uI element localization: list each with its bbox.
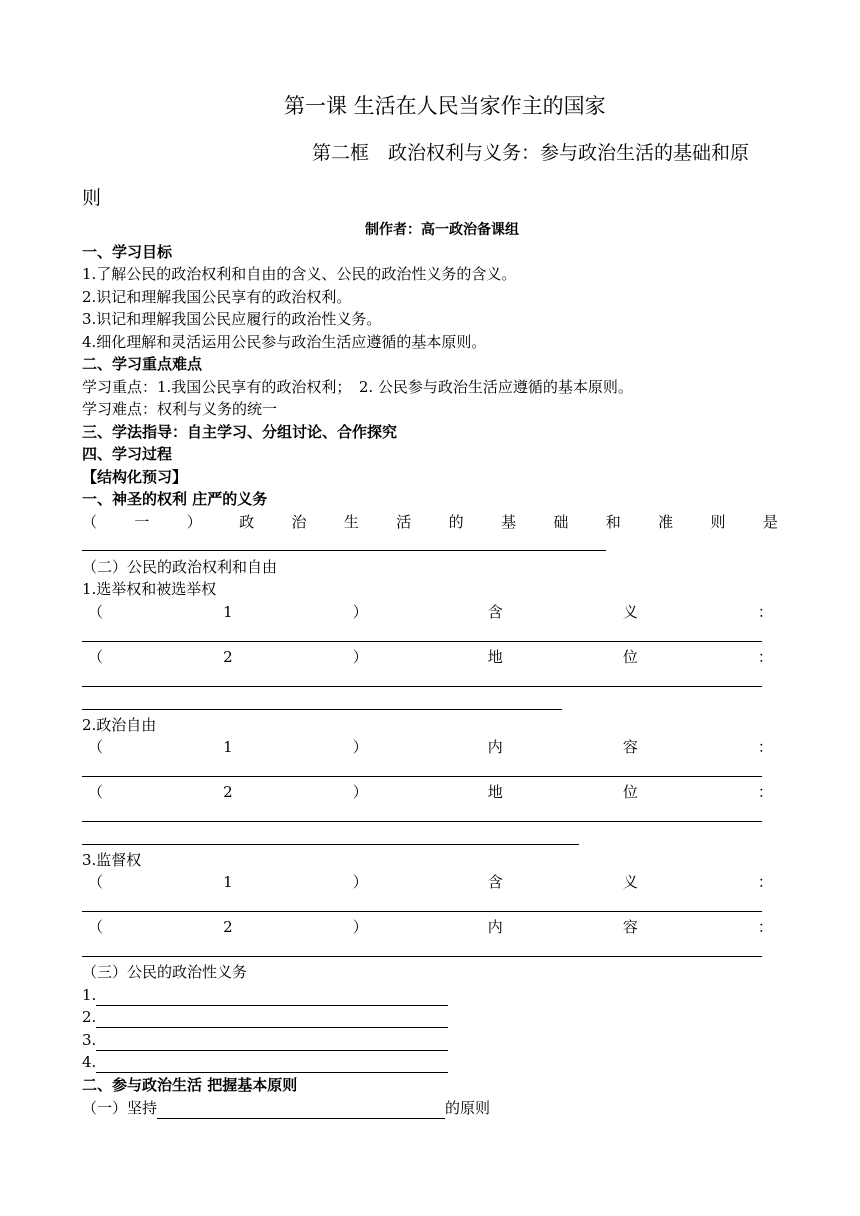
answer-blank[interactable] <box>82 911 762 912</box>
section-heading-method: 三、学法指导：自主学习、分组讨论、合作探究 <box>82 423 398 441</box>
item-char: 准 <box>658 513 674 531</box>
row-char: 位 <box>622 648 638 666</box>
row-char: （ <box>88 918 104 936</box>
answer-blank[interactable] <box>96 1033 448 1051</box>
row-freedom-content <box>88 736 773 758</box>
row-char: （ <box>88 603 104 621</box>
item-char: 一 <box>134 513 150 531</box>
answer-blank[interactable] <box>82 709 562 710</box>
preview-heading: 【结构化预习】 <box>82 468 188 486</box>
row-char: 义 <box>622 873 638 891</box>
item-char: （ <box>82 513 98 531</box>
item-char: 则 <box>710 513 726 531</box>
principle-prefix: （一）坚持 <box>82 1099 158 1117</box>
item-char: 政 <box>239 513 255 531</box>
sub-heading-election: 1.选举权和被选举权 <box>82 580 217 598</box>
answer-blank[interactable] <box>82 776 762 777</box>
row-char: ） <box>352 783 368 801</box>
row-freedom-status <box>88 781 773 803</box>
item-char: 活 <box>396 513 412 531</box>
row-char: （ <box>88 783 104 801</box>
answer-blank[interactable] <box>96 1055 448 1073</box>
objective-item: 3.识记和理解我国公民应履行的政治性义务。 <box>82 310 382 328</box>
subtitle-continued: 则 <box>82 187 102 209</box>
item-char: 治 <box>291 513 307 531</box>
item-char: 的 <box>448 513 464 531</box>
row-char: 内 <box>487 918 503 936</box>
principle-line <box>82 1097 490 1119</box>
row-char: 义 <box>622 603 638 621</box>
row-char: ： <box>757 603 773 621</box>
duty-number: 1. <box>82 986 97 1004</box>
subtitle: 第二框 政治权利与义务：参与政治生活的基础和原 <box>312 142 750 164</box>
row-char: ： <box>757 738 773 756</box>
row-char: ： <box>757 873 773 891</box>
item-rights-heading: （二）公民的政治权利和自由 <box>82 558 278 576</box>
row-char: ） <box>352 918 368 936</box>
row-char: ） <box>352 648 368 666</box>
answer-blank[interactable] <box>157 1101 445 1119</box>
row-char: 地 <box>487 648 503 666</box>
row-char: 容 <box>622 918 638 936</box>
row-char: 内 <box>487 738 503 756</box>
row-char: ） <box>352 603 368 621</box>
objective-item: 1.了解公民的政治权利和自由的含义、公民的政治性义务的含义。 <box>82 265 517 283</box>
sub-heading-supervision: 3.监督权 <box>82 851 142 869</box>
item-char: 生 <box>343 513 359 531</box>
difficulty: 学习难点：权利与义务的统一 <box>82 400 278 418</box>
item-char: 和 <box>605 513 621 531</box>
row-char: 容 <box>622 738 638 756</box>
section-heading-objectives: 一、学习目标 <box>82 243 173 261</box>
row-char: 2 <box>223 918 233 936</box>
duty-number: 2. <box>82 1008 97 1026</box>
author-line: 制作者：高一政治备课组 <box>365 222 519 238</box>
section-heading-keypoints: 二、学习重点难点 <box>82 355 203 373</box>
row-char: 1 <box>223 873 233 891</box>
row-char: （ <box>88 738 104 756</box>
row-char: 位 <box>622 783 638 801</box>
item-char: 础 <box>553 513 569 531</box>
item-char: 是 <box>762 513 778 531</box>
section-heading-process: 四、学习过程 <box>82 445 173 463</box>
duty-line <box>82 984 448 1006</box>
row-char: ） <box>352 738 368 756</box>
row-election-status <box>88 646 773 668</box>
objective-item: 4.细化理解和灵活运用公民参与政治生活应遵循的基本原则。 <box>82 333 487 351</box>
item-duties-heading: （三）公民的政治性义务 <box>82 963 248 981</box>
duty-number: 4. <box>82 1053 97 1071</box>
item-char: ） <box>186 513 202 531</box>
row-char: 2 <box>223 648 233 666</box>
duty-line <box>82 1051 448 1073</box>
answer-blank[interactable] <box>82 844 579 845</box>
row-char: 含 <box>487 873 503 891</box>
answer-blank[interactable] <box>82 821 762 822</box>
row-char: 2 <box>223 783 233 801</box>
row-char: ： <box>757 918 773 936</box>
item-basis-line <box>82 511 778 533</box>
answer-blank[interactable] <box>82 956 762 957</box>
row-char: ） <box>352 873 368 891</box>
row-char: ： <box>757 783 773 801</box>
answer-blank[interactable] <box>96 988 448 1006</box>
row-election-meaning <box>88 601 773 623</box>
row-char: （ <box>88 873 104 891</box>
row-char: （ <box>88 648 104 666</box>
answer-blank[interactable] <box>82 686 762 687</box>
row-char: 1 <box>223 738 233 756</box>
duty-number: 3. <box>82 1031 97 1049</box>
page-title: 第一课 生活在人民当家作主的国家 <box>284 94 606 118</box>
answer-blank[interactable] <box>82 641 762 642</box>
part2-heading: 二、参与政治生活 把握基本原则 <box>82 1076 298 1094</box>
row-supervision-meaning <box>88 871 773 893</box>
objective-item: 2.识记和理解我国公民享有的政治权利。 <box>82 288 352 306</box>
duty-line <box>82 1029 448 1051</box>
row-supervision-content <box>88 916 773 938</box>
answer-blank[interactable] <box>96 1010 448 1028</box>
row-char: 1 <box>223 603 233 621</box>
principle-suffix: 的原则 <box>445 1099 491 1117</box>
row-char: ： <box>757 648 773 666</box>
row-char: 含 <box>487 603 503 621</box>
answer-blank[interactable] <box>82 550 606 551</box>
row-char: 地 <box>487 783 503 801</box>
key-points: 学习重点：1.我国公民享有的政治权利； 2. 公民参与政治生活应遵循的基本原则。 <box>82 378 633 396</box>
duty-line <box>82 1006 448 1028</box>
part1-heading: 一、神圣的权利 庄严的义务 <box>82 490 268 508</box>
item-char: 基 <box>501 513 517 531</box>
sub-heading-freedom: 2.政治自由 <box>82 716 157 734</box>
